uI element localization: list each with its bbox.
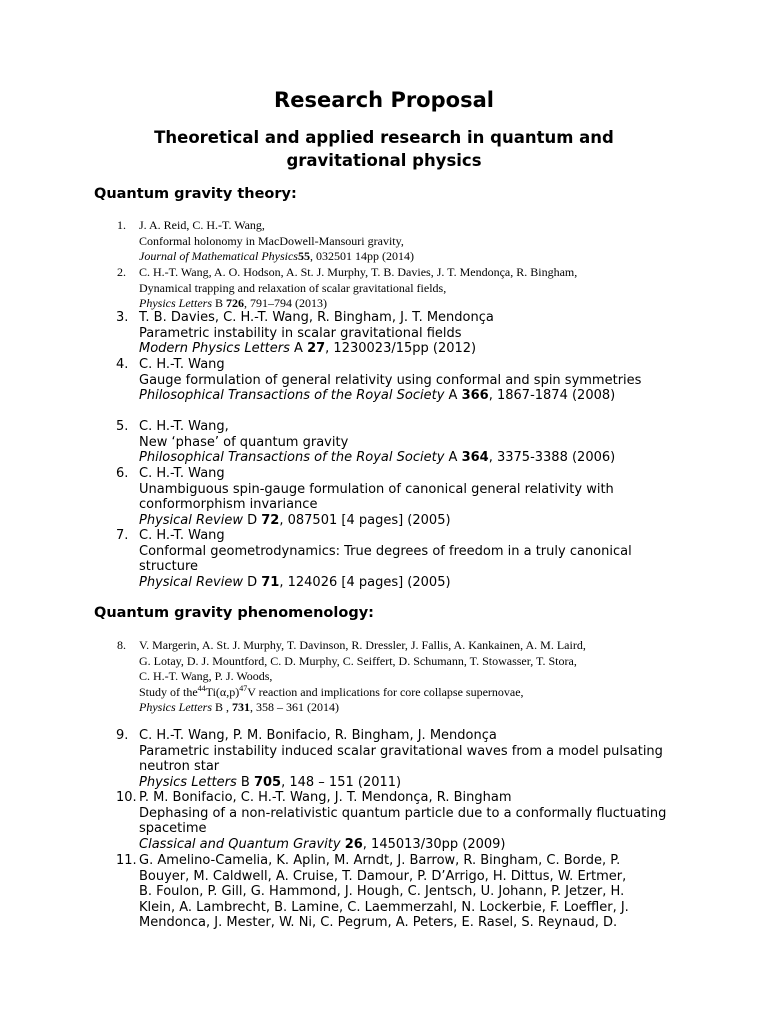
reference-volume: 71 <box>261 574 280 590</box>
reference-journal: Modern Physics Letters <box>139 341 290 357</box>
reference-number: 3. <box>116 310 129 325</box>
reference-journal: Physics Letters <box>139 774 237 790</box>
reference-authors-line: B. Foulon, P. Gill, G. Hammond, J. Hough, C. Jentsch, U. Johann, P. Jetzer, H. <box>139 884 625 900</box>
reference-authors: C. H.-T. Wang <box>139 466 225 481</box>
reference-volume: 364 <box>461 450 489 466</box>
reference-authors: P. M. Bonifacio, C. H.-T. Wang, J. T. Mendonça, R. Bingham <box>139 790 512 805</box>
reference-journal: Physical Review <box>139 574 243 590</box>
reference-title: Parametric instability in scalar gravitational fields <box>139 325 462 341</box>
reference-number: 6. <box>116 466 129 481</box>
reference-number: 11. <box>116 853 137 868</box>
reference-journal: Philosophical Transactions of the Royal Society <box>139 450 445 466</box>
reference-authors: C. H.-T. Wang, P. M. Bonifacio, R. Bingham, J. Mendonça <box>139 728 497 743</box>
reference-citation: Physics Letters B , 731, 358 – 361 (2014) <box>139 700 340 715</box>
reference-citation: Philosophical Transactions of the Royal Society A 364, 3375-3388 (2006) <box>139 450 616 466</box>
reference-title: Study of $the^{44}Ti(\alpha,p)^{47}V$ reaction and implications for core collapse supernovae, <box>139 683 524 699</box>
reference-number: 7. <box>116 528 129 543</box>
reference-title: Gauge formulation of general relativity using conformal and spin symmetries <box>139 372 642 388</box>
reference-authors-line: C. H.-T. Wang, P. J. Woods, <box>139 669 273 684</box>
reference-authors: T. B. Davies, C. H.-T. Wang, R. Bingham, J. T. Mendonça <box>139 310 494 325</box>
reference-authors-line: Bouyer, M. Caldwell, A. Cruise, T. Damour, P. D’Arrigo, H. Dittus, W. Ertmer, <box>139 868 627 884</box>
reference-title: Parametric instability induced scalar gravitational waves from a model pulsating neutron star <box>139 743 663 775</box>
reference-authors-line: Mendonca, J. Mester, W. Ni, C. Pegrum, A. Peters, E. Rasel, S. Reynaud, D. <box>139 915 618 931</box>
reference-title: Unambiguous spin-gauge formulation of canonical general relativity with conformorphism invariance <box>139 481 614 513</box>
reference-volume: 26 <box>344 836 363 852</box>
reference-volume: 705 <box>253 774 282 790</box>
reference-title: Conformal geometrodynamics: True degrees of freedom in a truly canonical structure <box>139 543 632 575</box>
reference-number: 4. <box>116 357 129 372</box>
document-subtitle: Theoretical and applied research in quantum and gravitational physics <box>154 128 614 170</box>
reference-number: 2. <box>117 265 126 279</box>
reference-authors: C. H.-T. Wang, A. O. Hodson, A. St. J. Murphy, T. B. Davies, J. T. Mendonça, R. Bingham, <box>139 265 578 279</box>
reference-number: 9. <box>116 728 129 743</box>
reference-volume: 726 <box>226 296 245 311</box>
reference-journal: Classical and Quantum Gravity <box>139 836 341 852</box>
section-heading-phenomenology: Quantum gravity phenomenology: <box>94 605 374 621</box>
reference-journal: Physics Letters <box>139 700 212 715</box>
reference-title: Conformal holonomy in MacDowell-Mansouri gravity, <box>139 233 404 248</box>
reference-number: 10. <box>116 790 137 805</box>
reference-volume: 366 <box>461 388 489 404</box>
reference-authors: C. H.-T. Wang, <box>139 419 229 434</box>
reference-volume: 55 <box>297 249 310 264</box>
reference-authors-line: G. Lotay, D. J. Mountford, C. D. Murphy, C. Seiffert, D. Schumann, T. Stowasser, T. Stora, <box>139 653 577 668</box>
reference-volume: 72 <box>261 512 280 528</box>
reference-citation: Physics Letters B 726, 791–794 (2013) <box>139 296 328 311</box>
reference-citation: Philosophical Transactions of the Royal Society A 366, 1867-1874 (2008) <box>139 388 616 404</box>
reference-journal: Physics Letters <box>139 296 212 311</box>
reference-journal: Physical Review <box>139 512 243 528</box>
section-heading-theory: Quantum gravity theory: <box>94 186 297 202</box>
reference-authors-line: Klein, A. Lambrecht, B. Lamine, C. Laemmerzahl, N. Lockerbie, F. Loeffler, J. <box>139 899 629 915</box>
reference-citation: Physical Review D 71, 124026 [4 pages] (2005) <box>139 574 451 590</box>
reference-authors: C. H.-T. Wang <box>139 528 225 543</box>
reference-volume: 27 <box>307 341 326 357</box>
document-title: Research Proposal <box>274 88 494 112</box>
reference-citation: Physical Review D 72, 087501 [4 pages] (2005) <box>139 512 451 528</box>
reference-citation: Modern Physics Letters A 27, 1230023/15pp (2012) <box>139 341 477 357</box>
reference-citation: Physics Letters B 705, 148 – 151 (2011) <box>139 774 402 790</box>
reference-title: Dephasing of a non-relativistic quantum particle due to a conformally fluctuating spacetime <box>139 805 667 837</box>
reference-authors-line: V. Margerin, A. St. J. Murphy, T. Davinson, R. Dressler, J. Fallis, A. Kankainen, A. M. Laird, <box>139 638 586 652</box>
reference-number: 5. <box>116 419 129 434</box>
reference-title: Dynamical trapping and relaxation of scalar gravitational fields, <box>139 280 447 295</box>
reference-number: 1. <box>117 218 126 232</box>
reference-authors-line: G. Amelino-Camelia, K. Aplin, M. Arndt, J. Barrow, R. Bingham, C. Borde, P. <box>139 853 621 868</box>
reference-volume: 731 <box>232 700 251 715</box>
reference-citation: Classical and Quantum Gravity 26, 145013/30pp (2009) <box>139 836 506 852</box>
reference-title: New ‘phase’ of quantum gravity <box>139 434 349 450</box>
reference-citation: Journal of Mathematical Physics55, 032501 14pp (2014) <box>139 249 414 264</box>
reference-authors: J. A. Reid, C. H.-T. Wang, <box>139 218 265 232</box>
reference-journal: Journal of Mathematical Physics <box>139 249 298 264</box>
reference-number: 8. <box>117 638 126 652</box>
reference-authors: C. H.-T. Wang <box>139 357 225 372</box>
reference-journal: Philosophical Transactions of the Royal Society <box>139 388 445 404</box>
